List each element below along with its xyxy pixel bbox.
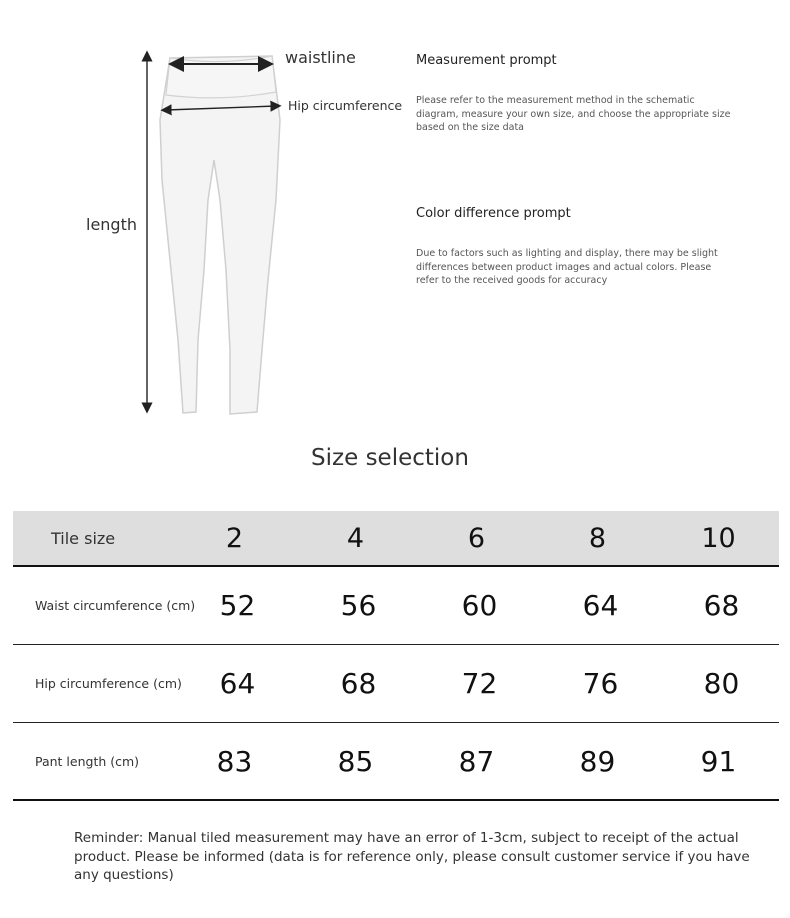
waistband-shape (166, 56, 276, 98)
size-header-cell: 8 (588, 522, 607, 554)
color-difference-prompt (416, 206, 736, 288)
hip-circumference-label: Hip circumference (288, 98, 403, 113)
table-cell: 60 (461, 589, 498, 622)
table-cell: 56 (340, 589, 377, 622)
row-label: Pant length (cm) (35, 753, 140, 769)
table-row-hip (13, 645, 779, 723)
table-cell: 80 (703, 667, 740, 700)
table-cell: 76 (582, 667, 619, 700)
table-row-waist (13, 567, 779, 645)
table-row-length (13, 723, 779, 801)
table-cell: 72 (461, 667, 498, 700)
table-cell: 83 (216, 744, 253, 778)
measurement-prompt-title: Measurement prompt (416, 53, 557, 68)
size-table (13, 511, 779, 801)
color-prompt-title: Color difference prompt (416, 206, 571, 221)
length-label: length (86, 215, 137, 234)
measurement-prompt (416, 53, 736, 135)
waistline-label: waistline (285, 48, 356, 67)
size-table-header (13, 511, 779, 567)
table-cell: 91 (700, 744, 737, 778)
size-selection-title: Size selection (311, 445, 469, 471)
measurement-prompt-text: Please refer to the measurement method in the schematic diagram, measure your own size, and choose the appropriate size based on the size data (416, 95, 731, 133)
size-header-cell: 2 (225, 522, 244, 554)
table-cell: 64 (582, 589, 619, 622)
table-cell: 68 (703, 589, 740, 622)
table-cell: 87 (458, 744, 495, 778)
row-label: Waist circumference (cm) (35, 598, 196, 613)
leggings-illustration (0, 0, 420, 430)
reminder-text: Reminder: Manual tiled measurement may have an error of 1-3cm, subject to receipt of the actual product. Please be informed (data is for reference only, please consult customer service if you have any questions) (74, 830, 750, 883)
color-prompt-text: Due to factors such as lighting and display, there may be slight differences between product images and actual colors. Please refer to the received goods for accuracy (416, 248, 718, 286)
size-header-cell: 6 (467, 522, 486, 554)
size-header-cell: 10 (701, 522, 736, 554)
row-label: Hip circumference (cm) (35, 676, 182, 691)
table-cell: 64 (219, 667, 256, 700)
table-cell: 68 (340, 667, 377, 700)
table-cell: 52 (219, 589, 256, 622)
header-label: Tile size (51, 528, 116, 548)
measurement-diagram (0, 0, 420, 430)
size-header-cell: 4 (346, 522, 365, 554)
table-cell: 85 (337, 744, 374, 778)
table-cell: 89 (579, 744, 616, 778)
